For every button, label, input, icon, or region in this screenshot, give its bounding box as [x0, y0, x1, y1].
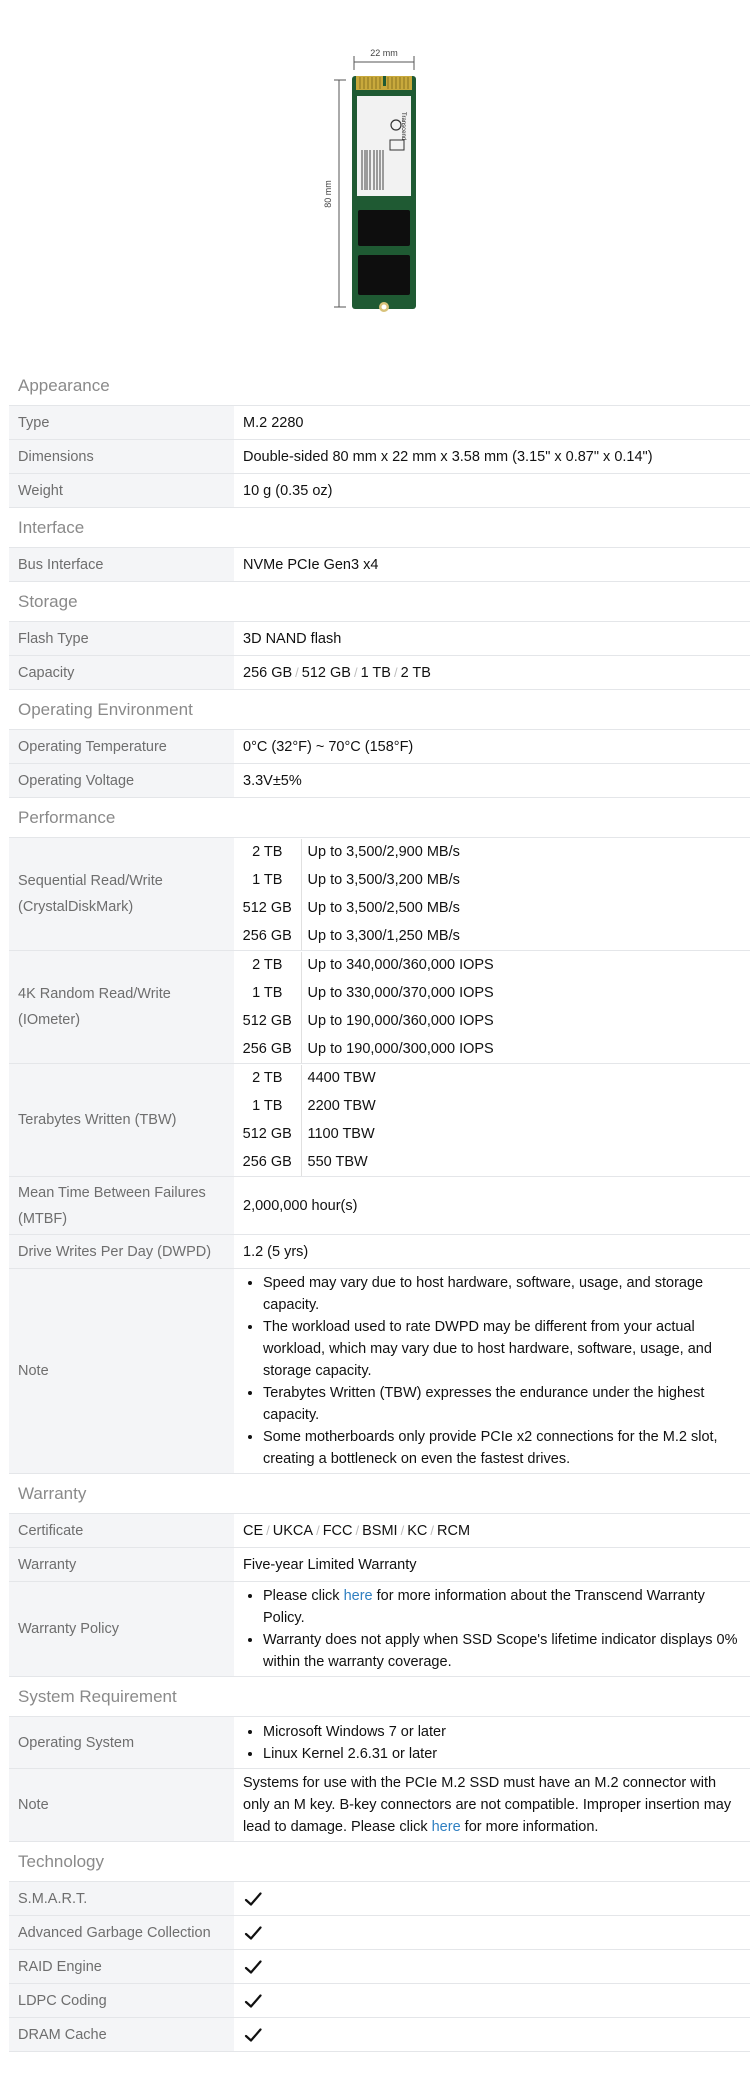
- table-row: [234, 952, 750, 979]
- system-table: [9, 1716, 750, 1842]
- checkmark-icon: [243, 2025, 263, 2045]
- certificate-item: FCC: [322, 1522, 353, 1539]
- spec-label: RAID Engine: [9, 1950, 234, 1984]
- certificate-item: BSMI: [362, 1522, 398, 1539]
- checkmark-icon: [243, 1957, 263, 1977]
- spec-label: Drive Writes Per Day (DWPD): [9, 1235, 234, 1269]
- capacity-option: 2 TB: [400, 664, 431, 681]
- spec-value: 0°C (32°F) ~ 70°C (158°F): [234, 730, 750, 764]
- spec-label: Operating Temperature: [9, 730, 234, 764]
- value-cell: Up to 3,500/2,900 MB/s: [307, 843, 460, 860]
- spec-row: [9, 1916, 750, 1950]
- spec-label: Note: [9, 1269, 234, 1474]
- checkmark-icon: [243, 1923, 263, 1943]
- spec-label: Warranty Policy: [9, 1582, 234, 1677]
- spec-row: [9, 730, 750, 764]
- spec-row: [9, 1582, 750, 1677]
- value-cell: 550 TBW: [307, 1153, 368, 1170]
- value-cell: Up to 190,000/360,000 IOPS: [307, 1012, 494, 1029]
- capacity-cell: 1 TB: [234, 866, 301, 894]
- spec-label: LDPC Coding: [9, 1984, 234, 2018]
- spec-row: [9, 838, 750, 951]
- spec-row: [9, 1064, 750, 1177]
- spec-label: Certificate: [9, 1514, 234, 1548]
- list-item: • Speed may vary due to host hardware, software, usage, and storage capacity.: [263, 1272, 741, 1316]
- length-dimension-label: 80 mm: [323, 180, 333, 208]
- separator: /: [355, 1522, 360, 1538]
- section-title-system: System Requirement: [18, 1687, 177, 1706]
- environment-table: [9, 729, 750, 798]
- spec-label: Operating Voltage: [9, 764, 234, 798]
- separator: /: [295, 664, 299, 680]
- spec-tables: [9, 366, 750, 2052]
- spec-value: 3.3V±5%: [234, 764, 750, 798]
- table-row: [234, 1065, 750, 1092]
- spec-row: [9, 2018, 750, 2052]
- spec-value: M.2 2280: [234, 406, 750, 440]
- spec-row: [9, 1548, 750, 1582]
- capacity-table: [234, 1065, 750, 1176]
- list-item: • Terabytes Written (TBW) expresses the endurance under the highest capacity.: [263, 1382, 741, 1426]
- value-cell: Up to 3,500/2,500 MB/s: [307, 899, 460, 916]
- spec-row: [9, 1235, 750, 1269]
- spec-row: [9, 1769, 750, 1842]
- table-row: [234, 1007, 750, 1035]
- spec-value: [234, 1582, 750, 1677]
- capacity-cell: 512 GB: [234, 894, 301, 922]
- spec-row: [9, 1269, 750, 1474]
- capacity-cell: 1 TB: [234, 1092, 301, 1120]
- table-row: [234, 1092, 750, 1120]
- spec-row: [9, 1984, 750, 2018]
- warranty-table: [9, 1513, 750, 1677]
- spec-row: [9, 406, 750, 440]
- separator: /: [430, 1522, 434, 1538]
- capacity-cell: 256 GB: [234, 1148, 301, 1176]
- value-cell: 1100 TBW: [307, 1125, 375, 1142]
- note-list: [243, 1272, 741, 1470]
- spec-label: Bus Interface: [9, 548, 234, 582]
- capacity-cell: 1 TB: [234, 979, 301, 1007]
- checkmark-icon: [243, 1991, 263, 2011]
- spec-value: NVMe PCIe Gen3 x4: [234, 548, 750, 582]
- spec-row: [9, 1717, 750, 1769]
- spec-row: [9, 440, 750, 474]
- list-item: • Microsoft Windows 7 or later: [263, 1721, 741, 1743]
- table-row: [234, 894, 750, 922]
- spec-value: 1.2 (5 yrs): [234, 1235, 750, 1269]
- table-row: [234, 866, 750, 894]
- list-item: • Linux Kernel 2.6.31 or later: [263, 1743, 741, 1765]
- spec-row: [9, 622, 750, 656]
- spec-value: Five-year Limited Warranty: [234, 1548, 750, 1582]
- spec-row: [9, 1514, 750, 1548]
- capacity-option: 1 TB: [360, 664, 391, 681]
- section-title-performance: Performance: [18, 808, 116, 827]
- spec-value: [234, 1269, 750, 1474]
- list-item: • Some motherboards only provide PCIe x2 connections for the M.2 slot, creating a bottleneck on even the fastest drives.: [263, 1426, 741, 1470]
- os-list: [243, 1721, 741, 1765]
- spec-label: Flash Type: [9, 622, 234, 656]
- technology-table: [9, 1881, 750, 2052]
- capacity-cell: 512 GB: [234, 1007, 301, 1035]
- separator: /: [393, 664, 398, 680]
- spec-label: Note: [9, 1769, 234, 1842]
- separator: /: [316, 1522, 320, 1538]
- spec-label: Operating System: [9, 1717, 234, 1769]
- spec-value: [234, 1984, 750, 2018]
- section-title-appearance: Appearance: [18, 376, 110, 395]
- spec-label: Weight: [9, 474, 234, 508]
- spec-label: Mean Time Between Failures (MTBF): [9, 1177, 234, 1235]
- capacity-option: 256 GB: [243, 664, 293, 681]
- capacity-table: [234, 952, 750, 1063]
- spec-value: [234, 1950, 750, 1984]
- spec-row: [9, 548, 750, 582]
- spec-value: 3D NAND flash: [234, 622, 750, 656]
- interface-table: [9, 547, 750, 582]
- table-row: [234, 1035, 750, 1063]
- separator: /: [400, 1522, 405, 1538]
- list-item: [263, 1585, 741, 1629]
- value-cell: Up to 3,300/1,250 MB/s: [307, 927, 460, 944]
- chip-brand-text: Transcend: [400, 112, 406, 141]
- capacity-table: [234, 839, 750, 950]
- section-title-technology: Technology: [18, 1852, 105, 1871]
- section-title-warranty: Warranty: [18, 1484, 87, 1503]
- performance-table: [9, 837, 750, 1474]
- value-cell: Up to 190,000/300,000 IOPS: [307, 1040, 494, 1057]
- certificate-item: KC: [407, 1522, 428, 1539]
- spec-label: Dimensions: [9, 440, 234, 474]
- spec-value: [234, 838, 750, 951]
- m2-info-link[interactable]: here: [431, 1819, 461, 1835]
- certificate-list: [234, 1514, 750, 1548]
- policy-text: Please click: [263, 1588, 344, 1604]
- value-cell: Up to 340,000/360,000 IOPS: [307, 956, 494, 973]
- capacity-option: 512 GB: [301, 664, 351, 681]
- table-row: [234, 979, 750, 1007]
- section-title-environment: Operating Environment: [18, 700, 193, 719]
- checkmark-icon: [243, 1889, 263, 1909]
- ssd-board: [352, 76, 416, 312]
- list-item: • The workload used to rate DWPD may be different from your actual workload, which may vary due to host hardware, software, usage, and storage capacity.: [263, 1316, 741, 1382]
- spec-value: [234, 1916, 750, 1950]
- spec-value: [234, 1882, 750, 1916]
- capacity-cell: 2 TB: [234, 1065, 301, 1092]
- spec-row: [9, 474, 750, 508]
- capacity-cell: 256 GB: [234, 922, 301, 950]
- capacity-cell: 512 GB: [234, 1120, 301, 1148]
- storage-table: [9, 621, 750, 690]
- spec-row: [9, 1950, 750, 1984]
- spec-value: [234, 2018, 750, 2052]
- value-cell: 2200 TBW: [307, 1097, 376, 1114]
- spec-label: DRAM Cache: [9, 2018, 234, 2052]
- section-title-interface: Interface: [18, 518, 85, 537]
- spec-value: Double-sided 80 mm x 22 mm x 3.58 mm (3.15" x 0.87" x 0.14"): [234, 440, 750, 474]
- spec-label: Terabytes Written (TBW): [9, 1064, 234, 1177]
- policy-text: for more information about the Transcend Warranty Policy.: [263, 1588, 705, 1626]
- appearance-table: [9, 405, 750, 508]
- warranty-policy-list: [243, 1585, 741, 1673]
- table-row: [234, 1120, 750, 1148]
- spec-row: [9, 656, 750, 690]
- spec-label: 4K Random Read/Write (IOmeter): [9, 951, 234, 1064]
- value-cell: Up to 330,000/370,000 IOPS: [307, 984, 494, 1001]
- spec-label: Capacity: [9, 656, 234, 690]
- spec-value: 10 g (0.35 oz): [234, 474, 750, 508]
- certificate-item: UKCA: [272, 1522, 314, 1539]
- note-text: Systems for use with the PCIe M.2 SSD must have an M.2 connector with only an M key. B-key connectors are not compatible. Improper insertion may lead to damage. Please click: [243, 1775, 732, 1835]
- spec-value: [234, 1717, 750, 1769]
- capacity-cell: 256 GB: [234, 1035, 301, 1063]
- list-item: • Warranty does not apply when SSD Scope's lifetime indicator displays 0% within the warranty coverage.: [263, 1629, 741, 1673]
- value-cell: 4400 TBW: [307, 1069, 376, 1086]
- spec-label: Type: [9, 406, 234, 440]
- spec-value: [234, 951, 750, 1064]
- spec-row: [9, 951, 750, 1064]
- capacity-cell: 2 TB: [234, 952, 301, 979]
- separator: /: [266, 1522, 270, 1538]
- spec-row: [9, 1177, 750, 1235]
- width-dimension-label: 22 mm: [370, 48, 398, 58]
- table-row: [234, 922, 750, 950]
- capacity-cell: 2 TB: [234, 839, 301, 866]
- spec-value: 2,000,000 hour(s): [234, 1177, 750, 1235]
- spec-label: S.M.A.R.T.: [9, 1882, 234, 1916]
- product-figure: [0, 0, 750, 360]
- section-title-storage: Storage: [18, 592, 78, 611]
- table-row: [234, 1148, 750, 1176]
- separator: /: [353, 664, 358, 680]
- spec-label: Warranty: [9, 1548, 234, 1582]
- table-row: [234, 839, 750, 866]
- certificate-item: CE: [243, 1522, 264, 1539]
- spec-row: [9, 764, 750, 798]
- note-text: for more information.: [460, 1819, 599, 1835]
- warranty-policy-link[interactable]: here: [343, 1588, 373, 1604]
- spec-value: [234, 1769, 750, 1842]
- spec-row: [9, 1882, 750, 1916]
- spec-value: [234, 1064, 750, 1177]
- ssd-diagram: [0, 0, 750, 360]
- capacity-list: [234, 656, 750, 690]
- value-cell: Up to 3,500/3,200 MB/s: [307, 871, 460, 888]
- spec-label: Advanced Garbage Collection: [9, 1916, 234, 1950]
- spec-label: Sequential Read/Write (CrystalDiskMark): [9, 838, 234, 951]
- certificate-item: RCM: [437, 1522, 471, 1539]
